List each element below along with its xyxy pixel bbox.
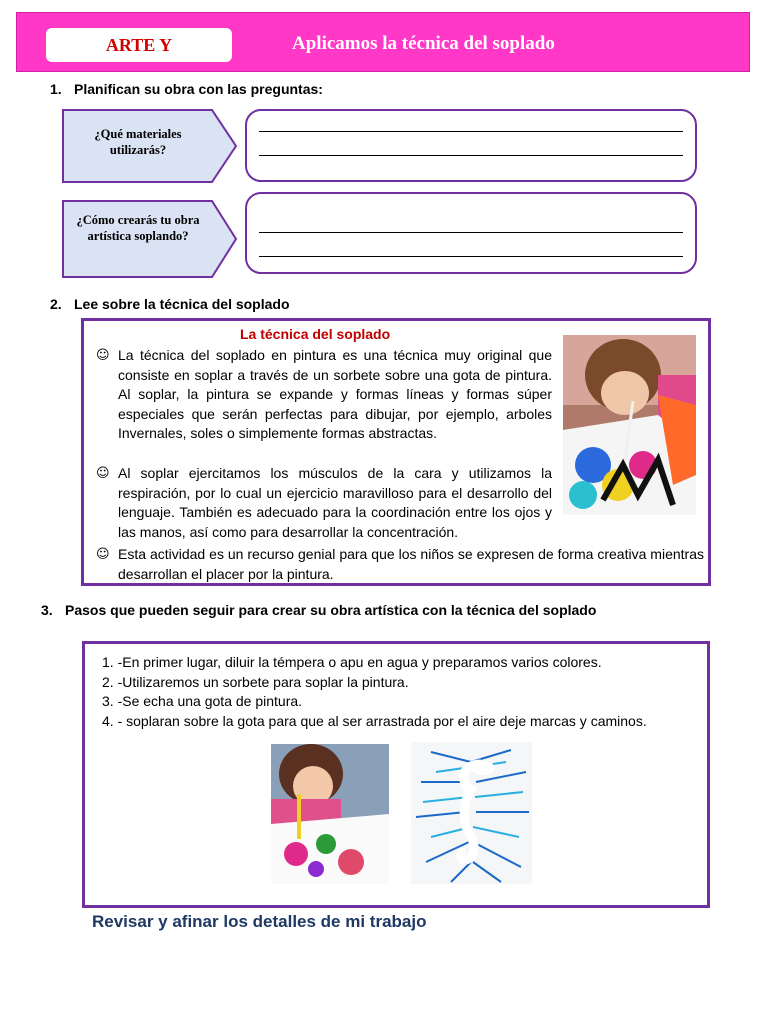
section3-number: 3. <box>41 602 53 618</box>
list-item: 2. -Utilizaremos un sorbete para soplar la pintura. <box>102 673 409 690</box>
photo-child-blowing-straw <box>271 744 389 884</box>
list-item: 3. -Se echa una gota de pintura. <box>102 693 303 709</box>
header-banner <box>16 12 750 72</box>
section1-heading-text: Planifican su obra con las preguntas: <box>74 81 323 97</box>
section2-heading-text: Lee sobre la técnica del soplado <box>74 296 290 312</box>
review-instruction: Revisar y afinar los detalles de mi trabajo <box>92 912 427 931</box>
section2-heading <box>50 295 290 313</box>
section3-heading <box>41 601 596 619</box>
section1-number: 1. <box>50 81 62 97</box>
photo-seahorse-painting <box>411 742 532 884</box>
section2-number: 2. <box>50 296 62 312</box>
answer-line <box>259 232 683 233</box>
section1-heading <box>50 80 323 98</box>
photo-girl-blowing-paint <box>563 335 696 515</box>
answer-box-materials[interactable] <box>245 109 697 182</box>
steps-list <box>102 653 647 731</box>
question-materials-text: ¿Qué materiales utilizarás? <box>94 127 182 157</box>
question-creation-text: ¿Cómo crearás tu obra artística soplando? <box>76 213 200 243</box>
list-item: 1. -En primer lugar, diluir la témpera o apu en agua y preparamos varios colores. <box>102 654 602 670</box>
reading-paragraph-2: ☺ Al soplar ejercitamos los músculos de la cara y utilizamos la respiración, por lo cual un ejercicio maravilloso para el desarrollo del lenguaje. También es adecuado para la coordinación entre los ojos y las manos, así como para desarrollar la concentración. <box>96 465 552 540</box>
answer-line <box>259 155 683 156</box>
answer-line <box>259 256 683 257</box>
reading-paragraph-1: ☺ La técnica del soplado en pintura es una técnica muy original que consiste en soplar a través de un sorbete sobre una gota de pintura. Al soplar, la pintura se expande y formas líneas y formas súper especiales que serán perfectas para dibujar, por ejemplo, arboles Invernales, soles o simplemente formas abstractas. <box>96 347 552 441</box>
subject-badge: ARTE Y <box>46 28 232 62</box>
reading-paragraph-3: ☺ Esta actividad es un recurso genial para que los niños se expresen de forma creativa mientras desarrollan el placer por la pintura. <box>96 546 704 582</box>
list-item: 4. - soplaran sobre la gota para que al ser arrastrada por el aire deje marcas y caminos. <box>102 712 647 729</box>
answer-line <box>259 131 683 132</box>
smiley-icon: ☺ <box>96 466 110 481</box>
question-arrow-materials <box>62 109 238 183</box>
smiley-icon: ☺ <box>96 547 110 562</box>
question-arrow-creation <box>62 200 238 278</box>
section3-heading-text: Pasos que pueden seguir para crear su obra artística con la técnica del soplado <box>65 602 597 618</box>
answer-box-creation[interactable] <box>245 192 697 274</box>
smiley-icon: ☺ <box>96 348 110 363</box>
page-title: Aplicamos la técnica del soplado <box>292 33 555 54</box>
reading-title: La técnica del soplado <box>240 326 391 342</box>
steps-box <box>82 641 710 908</box>
